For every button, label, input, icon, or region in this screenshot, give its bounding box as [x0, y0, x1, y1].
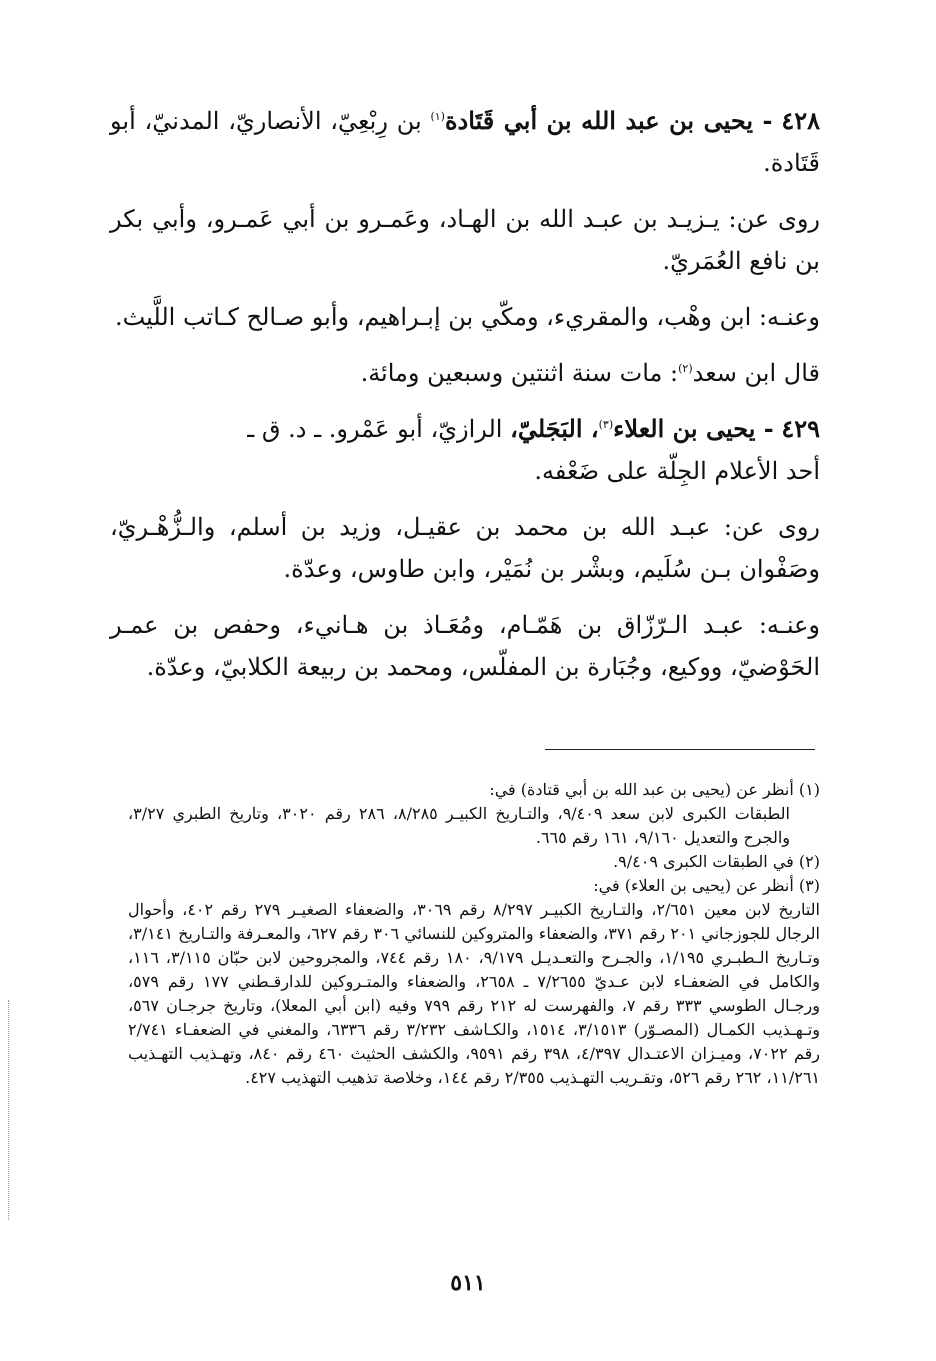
- footnote-3-mark: (٣): [798, 876, 820, 895]
- footnotes: [128, 778, 820, 1090]
- entry-number: ٤٢٨: [781, 106, 820, 135]
- entry-name: - يحيى بن العلاء: [613, 414, 774, 443]
- footnote-2-mark: (٢): [798, 852, 820, 871]
- entry-429-heading: [110, 408, 820, 492]
- footnote-2: [128, 850, 820, 874]
- footnote-1-body: الطبقات الكبرى لابن سعد ٩/٤٠٩، والتـاريخ الكبيـر ٨/٢٨٥، ٢٨٦ رقم ٣٠٢٠، وتاريخ الطبري ٣/٢٧، والجرح والتعديل ٩/١٦٠، ١٦١ رقم ٦٦٥.: [128, 804, 791, 847]
- entry-number: ٤٢٩: [781, 414, 820, 443]
- quote-source: قال ابن سعد: [692, 359, 820, 387]
- footnote-3-intro: [128, 874, 820, 898]
- footnote-1-mark: (١): [798, 780, 820, 799]
- entry-name-rest: بن رِبْعِيّ، الأنصاريّ، المدنيّ، أبو قَتَادة.: [110, 107, 820, 177]
- entry-428-death: [110, 352, 820, 394]
- entry-428-narrators: وعنـه: ابن وهْب، والمقريء، ومكّي بن إبـراهيم، وأبو صـالح كـاتب اللَّيث.: [114, 303, 820, 331]
- scan-edge-marks: [8, 1000, 11, 1220]
- entry-name-rest: الرازيّ، أبو عَمْرو. ـ د. ق ـ: [247, 415, 511, 443]
- footnote-ref-2[interactable]: (٢): [678, 362, 693, 375]
- footnote-1-intro-text: أنظر عن (يحيى بن عبد الله بن أبي قتادة) في:: [489, 780, 794, 799]
- footnote-ref-1[interactable]: (١): [430, 110, 445, 123]
- entry-428-heading: [110, 100, 820, 184]
- entry-428-narrated-from: روى عن: يـزيـد بن عبـد الله بن الهـاد، وعَمـرو بن أبي عَمـرو، وأبي بكر بن نافع العُمَريّ.: [110, 205, 820, 275]
- footnote-separator: [545, 749, 815, 750]
- entry-name: - يحيى بن عبد الله بن أبي قَتَادة: [444, 106, 773, 135]
- footnote-2-text: في الطبقات الكبرى ٩/٤٠٩.: [613, 852, 794, 871]
- page-number: ٥١١: [450, 1270, 486, 1296]
- footnote-ref-3[interactable]: (٣): [598, 418, 614, 431]
- entry-429-narrated-from: روى عن: عبـد الله بن محمد بن عقيـل، وزيد بن أسلم، والـزُّهْـريّ، وصَفْوان بـن سُلَيم، وبشْر بن نُمَيْر، وابن طاوس، وعدّة.: [110, 513, 820, 583]
- quote-text: : مات سنة اثنتين وسبعين ومائة.: [360, 359, 679, 387]
- main-text: [110, 100, 820, 702]
- entry-description: أحد الأعلام الجِلّة على ضَعْفه.: [534, 457, 820, 485]
- footnote-1-intro: [128, 778, 820, 802]
- entry-429-narrators: وعنـه: عبـد الـرّزّاق بن هَمّـام، ومُعَـاذ بن هـانيء، وحفص بن عمـر الحَوْضيّ، ووكيع، وجُبَارة بن المفلّس، ومحمد بن ربيعة الكلابيّ، وعدّة.: [110, 611, 820, 681]
- entry-nisba: ، البَجَليّ،: [510, 414, 599, 443]
- footnote-3-body: التاريخ لابن معين ٢/٦٥١، والتـاريخ الكبيـر ٨/٢٩٧ رقم ٣٠٦٩، والضعفاء الصغيـر ٢٧٩ رقم ٤٠٢، وأحوال الرجال للجوزجاني ٢٠١ رقم ٣٧١، والضعفاء والمتروكين للنسائي ٣٠٦ رقم ٦٢٧، والمعـرفة والتـاريخ ٣/١٤١، وتـاريخ الـطبـري ١/١٩٥، والجـرح والتعـديـل ٩/١٧٩، ١٨٠ رقم ٧٤٤، والمجروحين لابن حبّان ٣/١١٥، ١١٦، والكامل في الضعفـاء لابن عـديّ ٧/٢٦٥٥ ـ ٢٦٥٨، والضعفاء والمتـروكين للدارقـطني ١٧٧ رقم ٥٧٩، ورجـال الطوسي ٣٣٣ رقم ٧، والفهرست له ٢١٢ رقم ٧٩٩ وفيه (ابن أبي المعلا)، وتاريخ جرجـان ٥٦٧، وتـهـذيب الكمـال (المصـوّر) ٣/١٥١٣، ١٥١٤، والكـاشف ٣/٢٣٢ رقم ٦٣٣٦، والمغني في الضعفـاء ٢/٧٤١ رقم ٧٠٢٢، وميـزان الاعتـدال ٤/٣٩٧، ٣٩٨ رقم ٩٥٩١، والكشف الحثيث ٤٦٠ رقم ٨٤٠، وتهـذيب التهـذيب ١١/٢٦١، ٢٦٢ رقم ٥٢٦، وتقـريب التهـذيب ٢/٣٥٥ رقم ١٤٤، وخلاصة تذهيب التهذيب ٤٢٧.: [128, 900, 821, 1087]
- footnote-3-intro-text: أنظر عن (يحيى بن العلاء) في:: [593, 876, 794, 895]
